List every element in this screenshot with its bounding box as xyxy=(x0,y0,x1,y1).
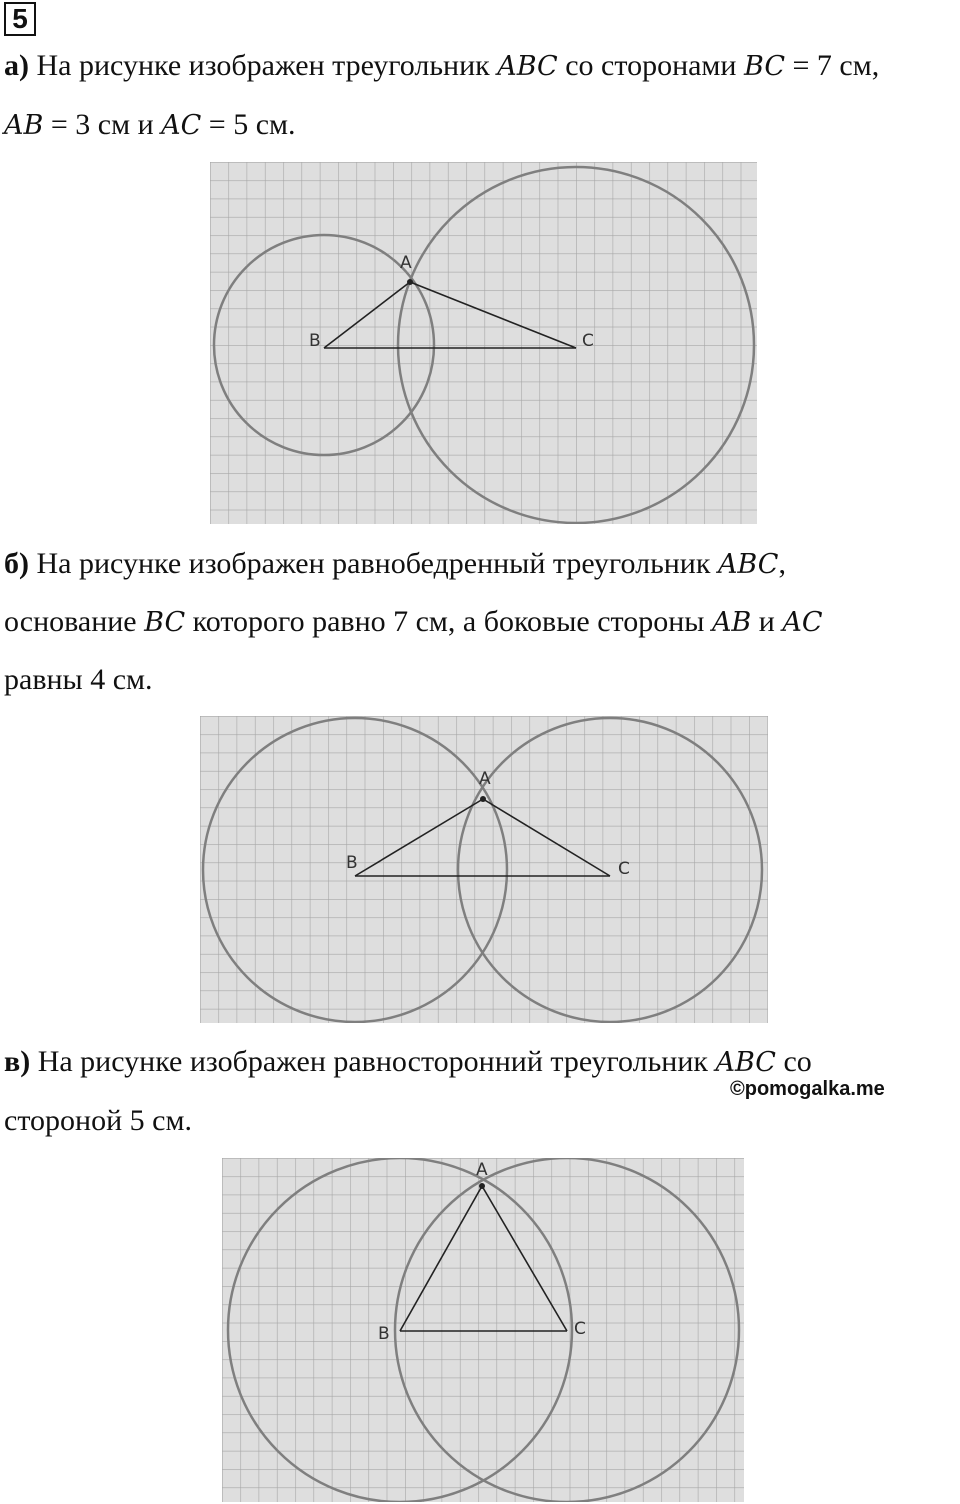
label-a: A xyxy=(479,769,491,789)
text: = 3 см и xyxy=(43,108,162,141)
label-b: B xyxy=(378,1324,390,1344)
task-number: 5 xyxy=(4,2,36,36)
part-b-line-3 xyxy=(4,662,153,698)
label-a: A xyxy=(400,253,412,273)
text: которого равно 7 см, а боковые стороны xyxy=(185,605,712,638)
text: со xyxy=(775,1045,812,1078)
math: BC xyxy=(743,51,785,82)
point-a xyxy=(407,279,413,285)
text: и xyxy=(751,605,783,638)
part-b-line-1 xyxy=(4,546,786,583)
part-c-letter: в) xyxy=(4,1045,31,1078)
math: BC xyxy=(144,607,186,638)
part-c-line-2 xyxy=(4,1103,192,1139)
math: AC xyxy=(782,607,823,638)
part-b-line-2 xyxy=(4,604,823,641)
math: ABC xyxy=(497,51,558,82)
text: На рисунке изображен треугольник xyxy=(36,49,498,82)
point-a xyxy=(479,1183,485,1189)
label-c: C xyxy=(574,1319,586,1339)
text: основание xyxy=(4,605,145,638)
label-c: C xyxy=(582,331,594,351)
part-b-letter: б) xyxy=(4,547,29,580)
label-a: A xyxy=(476,1160,488,1180)
grid xyxy=(210,162,757,524)
figure-b-construction xyxy=(200,716,768,1023)
math: ABC xyxy=(717,549,779,580)
part-c-line-1 xyxy=(4,1044,812,1081)
text: равны 4 см. xyxy=(4,663,153,696)
text: со сторонами xyxy=(557,49,744,82)
part-a-line-2 xyxy=(4,107,296,144)
part-a-line-1 xyxy=(4,48,879,85)
text: = 5 см. xyxy=(201,108,296,141)
point-a xyxy=(480,796,486,802)
text: , xyxy=(778,547,786,580)
label-b: B xyxy=(309,331,321,351)
text: На рисунке изображен равносторонний треугольник xyxy=(37,1045,716,1078)
part-a-letter: а) xyxy=(4,49,29,82)
math: ABC xyxy=(715,1047,776,1078)
label-c: C xyxy=(618,859,630,879)
math: AB xyxy=(711,607,752,638)
grid xyxy=(222,1158,744,1502)
figure-c-construction xyxy=(222,1158,744,1502)
figure-a-construction xyxy=(210,162,757,524)
watermark: ©pomogalka.me xyxy=(730,1078,885,1100)
text: На рисунке изображен равнобедренный треугольник xyxy=(36,547,718,580)
math: AC xyxy=(161,110,202,141)
math: AB xyxy=(4,110,44,141)
text: стороной 5 см. xyxy=(4,1104,192,1137)
grid xyxy=(200,716,768,1023)
label-b: B xyxy=(346,853,358,873)
text: = 7 см, xyxy=(785,49,880,82)
